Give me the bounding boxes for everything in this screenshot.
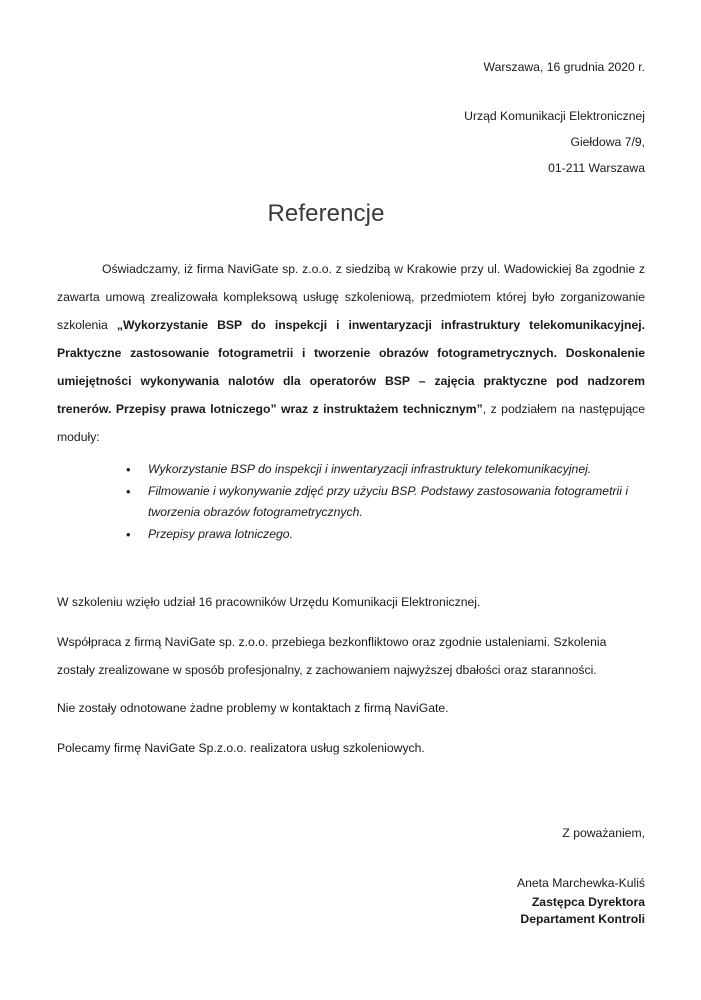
lead-paragraph-text-after: , z podziałem na następujące moduły: [57, 402, 645, 444]
signature-department: Departament Kontroli [520, 912, 645, 926]
page-title: Referencje [267, 200, 385, 227]
letter-date: Warszawa, 16 grudnia 2020 r. [483, 60, 645, 74]
signature-regards: Z poważaniem, [562, 826, 645, 840]
lead-paragraph-text-before: Oświadczamy, iż firma NaviGate sp. z.o.o. z siedzibą w Krakowie przy ul. Wadowickiej 8a zgodnie z zawarta umową zrealizowała kompleksową usługę szkoleniową, przedmiotem której było zorganizowanie szkolenia [57, 262, 645, 332]
letter-header [57, 57, 645, 181]
signature-role: Zastępca Dyrektora [531, 895, 645, 909]
list-item: • Filmowanie i wykonywanie zdjęć przy użyciu BSP. Podstawy zastosowania fotogrametrii i tworzenia obrazów fotogrametrycznych. [57, 481, 645, 523]
recommendation-line: Polecamy firmę NaviGate Sp.z.o.o. realizatora usług szkoleniowych. [57, 741, 425, 755]
recipient-organization: Urząd Komunikacji Elektronicznej [464, 109, 645, 123]
no-problems-line: Nie zostały odnotowane żadne problemy w kontaktach z firmą NaviGate. [57, 701, 449, 715]
recipient-street: Giełdowa 7/9, [570, 135, 645, 149]
list-item: • Wykorzystanie BSP do inspekcji i inwentaryzacji infrastruktury telekomunikacyjnej. [57, 459, 645, 480]
lead-paragraph [57, 255, 645, 451]
participants-line: W szkoleniu wzięło udział 16 pracowników Urzędu Komunikacji Elektronicznej. [57, 595, 481, 609]
signature-block [57, 824, 645, 928]
document-content [57, 0, 645, 928]
signature-name: Aneta Marchewka-Kuliś [516, 876, 645, 890]
modules-list [57, 459, 645, 545]
cooperation-paragraph: Współpraca z firmą NaviGate sp. z.o.o. przebiega bezkonfliktowo oraz zgodnie ustaleniami. Szkolenia zostały zrealizowane w sposób profesjonalny, z zachowaniem najwyższej dbałości oraz staranności. [57, 635, 607, 677]
recipient-city: 01-211 Warszawa [548, 161, 645, 175]
lead-paragraph-training-title: „Wykorzystanie BSP do inspekcji i inwentaryzacji infrastruktury telekomunikacyjnej. Praktyczne zastosowanie fotogrametrii i tworzenie obrazów fotogrametrycznych. Doskonalenie umiejętności wykonywania nalotów dla operatorów BSP – zajęcia praktyczne pod nadzorem trenerów. Przepisy prawa lotniczego” wraz z instruktażem technicznym” [57, 318, 645, 416]
list-item: • Przepisy prawa lotniczego. [57, 524, 645, 545]
